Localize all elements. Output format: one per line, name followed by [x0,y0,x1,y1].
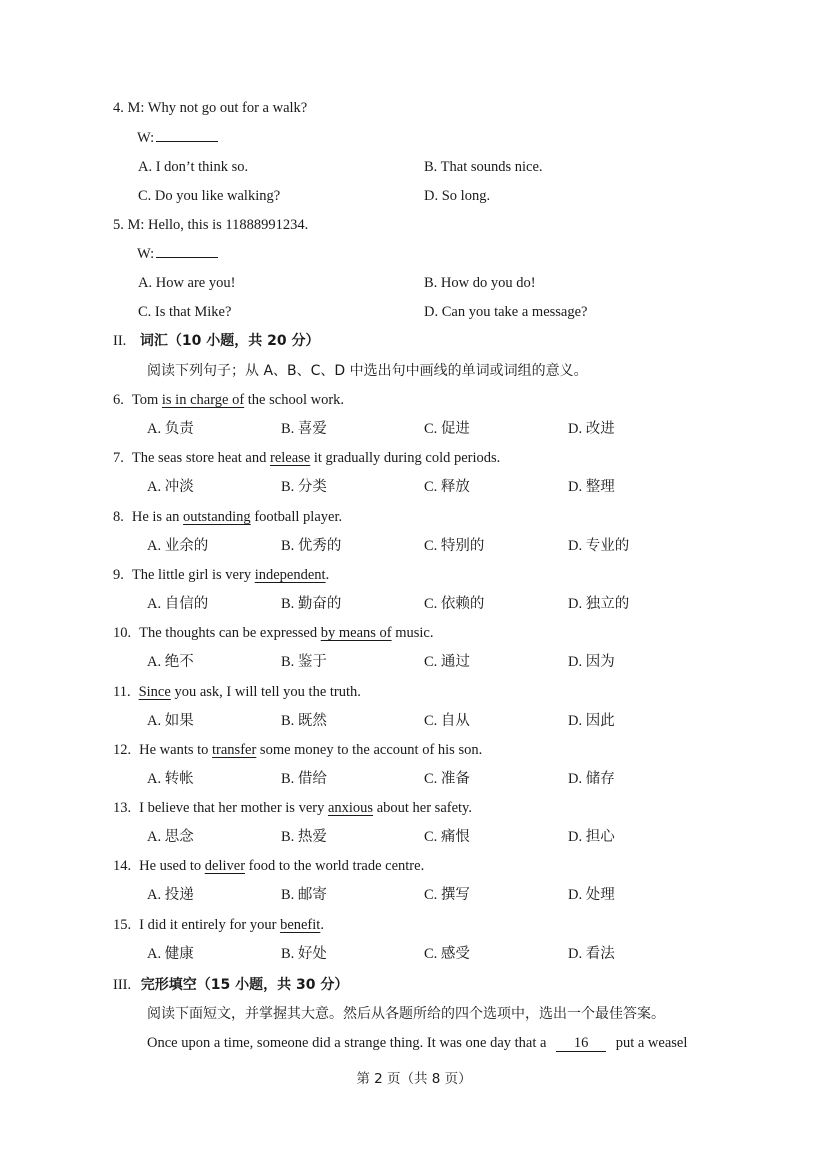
vocab-option-b: B. 喜爱 [281,421,327,437]
section3-instruction: 阅读下面短文，并掌握其大意。然后从各题所给的四个选项中，选出一个最佳答案。 [147,1006,665,1022]
section2-heading [113,331,320,351]
q4-answer-blank [156,128,218,142]
vocab-option-c: C. 感受 [424,946,470,962]
vocab-question-stem [113,740,482,760]
stem-text-before: The little girl is very [131,567,255,583]
underlined-keyword: anxious [327,800,374,816]
q4-speaker-w: W: [137,130,155,146]
q4-option-a: A. I don’t think so. [138,159,249,175]
underlined-keyword: release [269,450,311,466]
q4-response-line [137,128,218,148]
vocab-option-d: D. 改进 [568,421,615,437]
question-number: 10. [113,625,132,641]
section3-title: 完形填空（15 小题，共 30 分） [140,977,349,993]
vocab-option-c: C. 促进 [424,421,470,437]
q5-option-c: C. Is that Mike? [138,304,232,320]
vocab-question-stem [113,856,424,876]
vocab-option-a: A. 负责 [147,421,194,437]
section3-heading [113,975,348,995]
underlined-keyword: deliver [204,858,246,874]
question-number: 9. [113,567,124,583]
vocab-question-stem [113,565,329,585]
vocab-option-a: A. 绝不 [147,654,194,670]
vocab-option-a: A. 健康 [147,946,194,962]
section3-number: III. [113,977,132,993]
stem-text-after: football player. [250,509,343,525]
stem-text-after: food to the world trade centre. [245,858,425,874]
stem-text-before: The thoughts can be expressed [139,625,321,641]
stem-text-after: about her safety. [373,800,472,816]
stem-text-before: He is an [131,509,184,525]
cloze-passage-line [147,1033,687,1053]
stem-text-after: it gradually during cold periods. [310,450,501,466]
stem-text-after: some money to the account of his son. [256,742,483,758]
question-number: 14. [113,858,132,874]
stem-text-after: the school work. [244,392,345,408]
underlined-keyword: is in charge of [161,392,245,408]
section2-instruction: 阅读下列句子；从 A、B、C、D 中选出句中画线的单词或词组的意义。 [147,363,588,379]
q5-answer-blank [156,244,218,258]
vocab-option-c: C. 自从 [424,713,470,729]
vocab-option-d: D. 处理 [568,887,615,903]
vocab-option-b: B. 借给 [281,771,327,787]
vocab-option-b: B. 既然 [281,713,327,729]
q5-option-b: B. How do you do! [424,275,536,291]
section2-number: II. [113,333,127,349]
q5-option-a: A. How are you! [138,275,236,291]
question-number: 6. [113,392,124,408]
vocab-option-b: B. 邮寄 [281,887,327,903]
underlined-keyword: outstanding [183,509,251,525]
stem-text-after: music. [391,625,434,641]
vocab-question-stem [113,507,342,527]
question-number: 11. [113,684,131,700]
vocab-question-stem [113,915,324,935]
vocab-option-c: C. 依赖的 [424,596,485,612]
vocab-question-stem [113,798,472,818]
vocab-option-b: B. 分类 [281,479,327,495]
stem-text-before: I believe that her mother is very [139,800,328,816]
cloze-blank-16: 16 [556,1035,606,1052]
vocab-option-c: C. 特别的 [424,538,485,554]
vocab-option-d: D. 储存 [568,771,615,787]
underlined-keyword: benefit [280,917,321,933]
vocab-option-d: D. 因为 [568,654,615,670]
cloze-passage-end: put a weasel [615,1035,688,1051]
underlined-keyword: independent [254,567,326,583]
vocab-option-d: D. 专业的 [568,538,630,554]
stem-text-before: He used to [139,858,205,874]
stem-text-before: He wants to [139,742,213,758]
vocab-option-c: C. 痛恨 [424,829,470,845]
vocab-option-a: A. 投递 [147,887,194,903]
vocab-question-stem [113,390,344,410]
q5-stem: 5. M: Hello, this is 11888991234. [113,217,309,233]
question-number: 15. [113,917,132,933]
stem-text-after: . [325,567,330,583]
stem-text-before: Tom [131,392,162,408]
stem-text-before: I did it entirely for your [139,917,281,933]
q5-speaker-w: W: [137,246,155,262]
vocab-option-a: A. 自信的 [147,596,209,612]
vocab-question-stem [113,682,361,702]
vocab-option-d: D. 整理 [568,479,615,495]
vocab-option-c: C. 释放 [424,479,470,495]
page-footer: 第 2 页（共 8 页） [356,1071,472,1087]
question-number: 12. [113,742,132,758]
question-number: 8. [113,509,124,525]
q4-option-c: C. Do you like walking? [138,188,281,204]
vocab-option-b: B. 勤奋的 [281,596,342,612]
vocab-question-stem [113,448,500,468]
question-number: 7. [113,450,124,466]
underlined-keyword: by means of [320,625,392,641]
q4-option-d: D. So long. [424,188,491,204]
q5-response-line [137,244,218,264]
vocab-option-b: B. 鉴于 [281,654,327,670]
vocab-option-d: D. 担心 [568,829,615,845]
vocab-option-b: B. 优秀的 [281,538,342,554]
vocab-option-a: A. 如果 [147,713,194,729]
vocab-option-c: C. 通过 [424,654,470,670]
underlined-keyword: Since [138,684,171,700]
section2-title: 词汇（10 小题，共 20 分） [139,333,320,349]
vocab-option-a: A. 转帐 [147,771,194,787]
vocab-option-a: A. 冲淡 [147,479,194,495]
stem-text-after: you ask, I will tell you the truth. [170,684,361,700]
stem-text-before: The seas store heat and [131,450,270,466]
vocab-option-a: A. 业余的 [147,538,209,554]
q5-option-d: D. Can you take a message? [424,304,588,320]
vocab-option-a: A. 思念 [147,829,194,845]
q4-stem: 4. M: Why not go out for a walk? [113,100,308,116]
cloze-passage-start: Once upon a time, someone did a strange thing. It was one day that a [147,1035,547,1051]
vocab-question-stem [113,623,434,643]
stem-text-after: . [320,917,324,933]
question-number: 13. [113,800,132,816]
vocab-option-c: C. 准备 [424,771,470,787]
vocab-option-b: B. 热爱 [281,829,327,845]
underlined-keyword: transfer [212,742,257,758]
vocab-option-d: D. 因此 [568,713,615,729]
vocab-option-c: C. 撰写 [424,887,470,903]
vocab-option-b: B. 好处 [281,946,327,962]
q4-option-b: B. That sounds nice. [424,159,543,175]
vocab-option-d: D. 看法 [568,946,615,962]
vocab-option-d: D. 独立的 [568,596,630,612]
